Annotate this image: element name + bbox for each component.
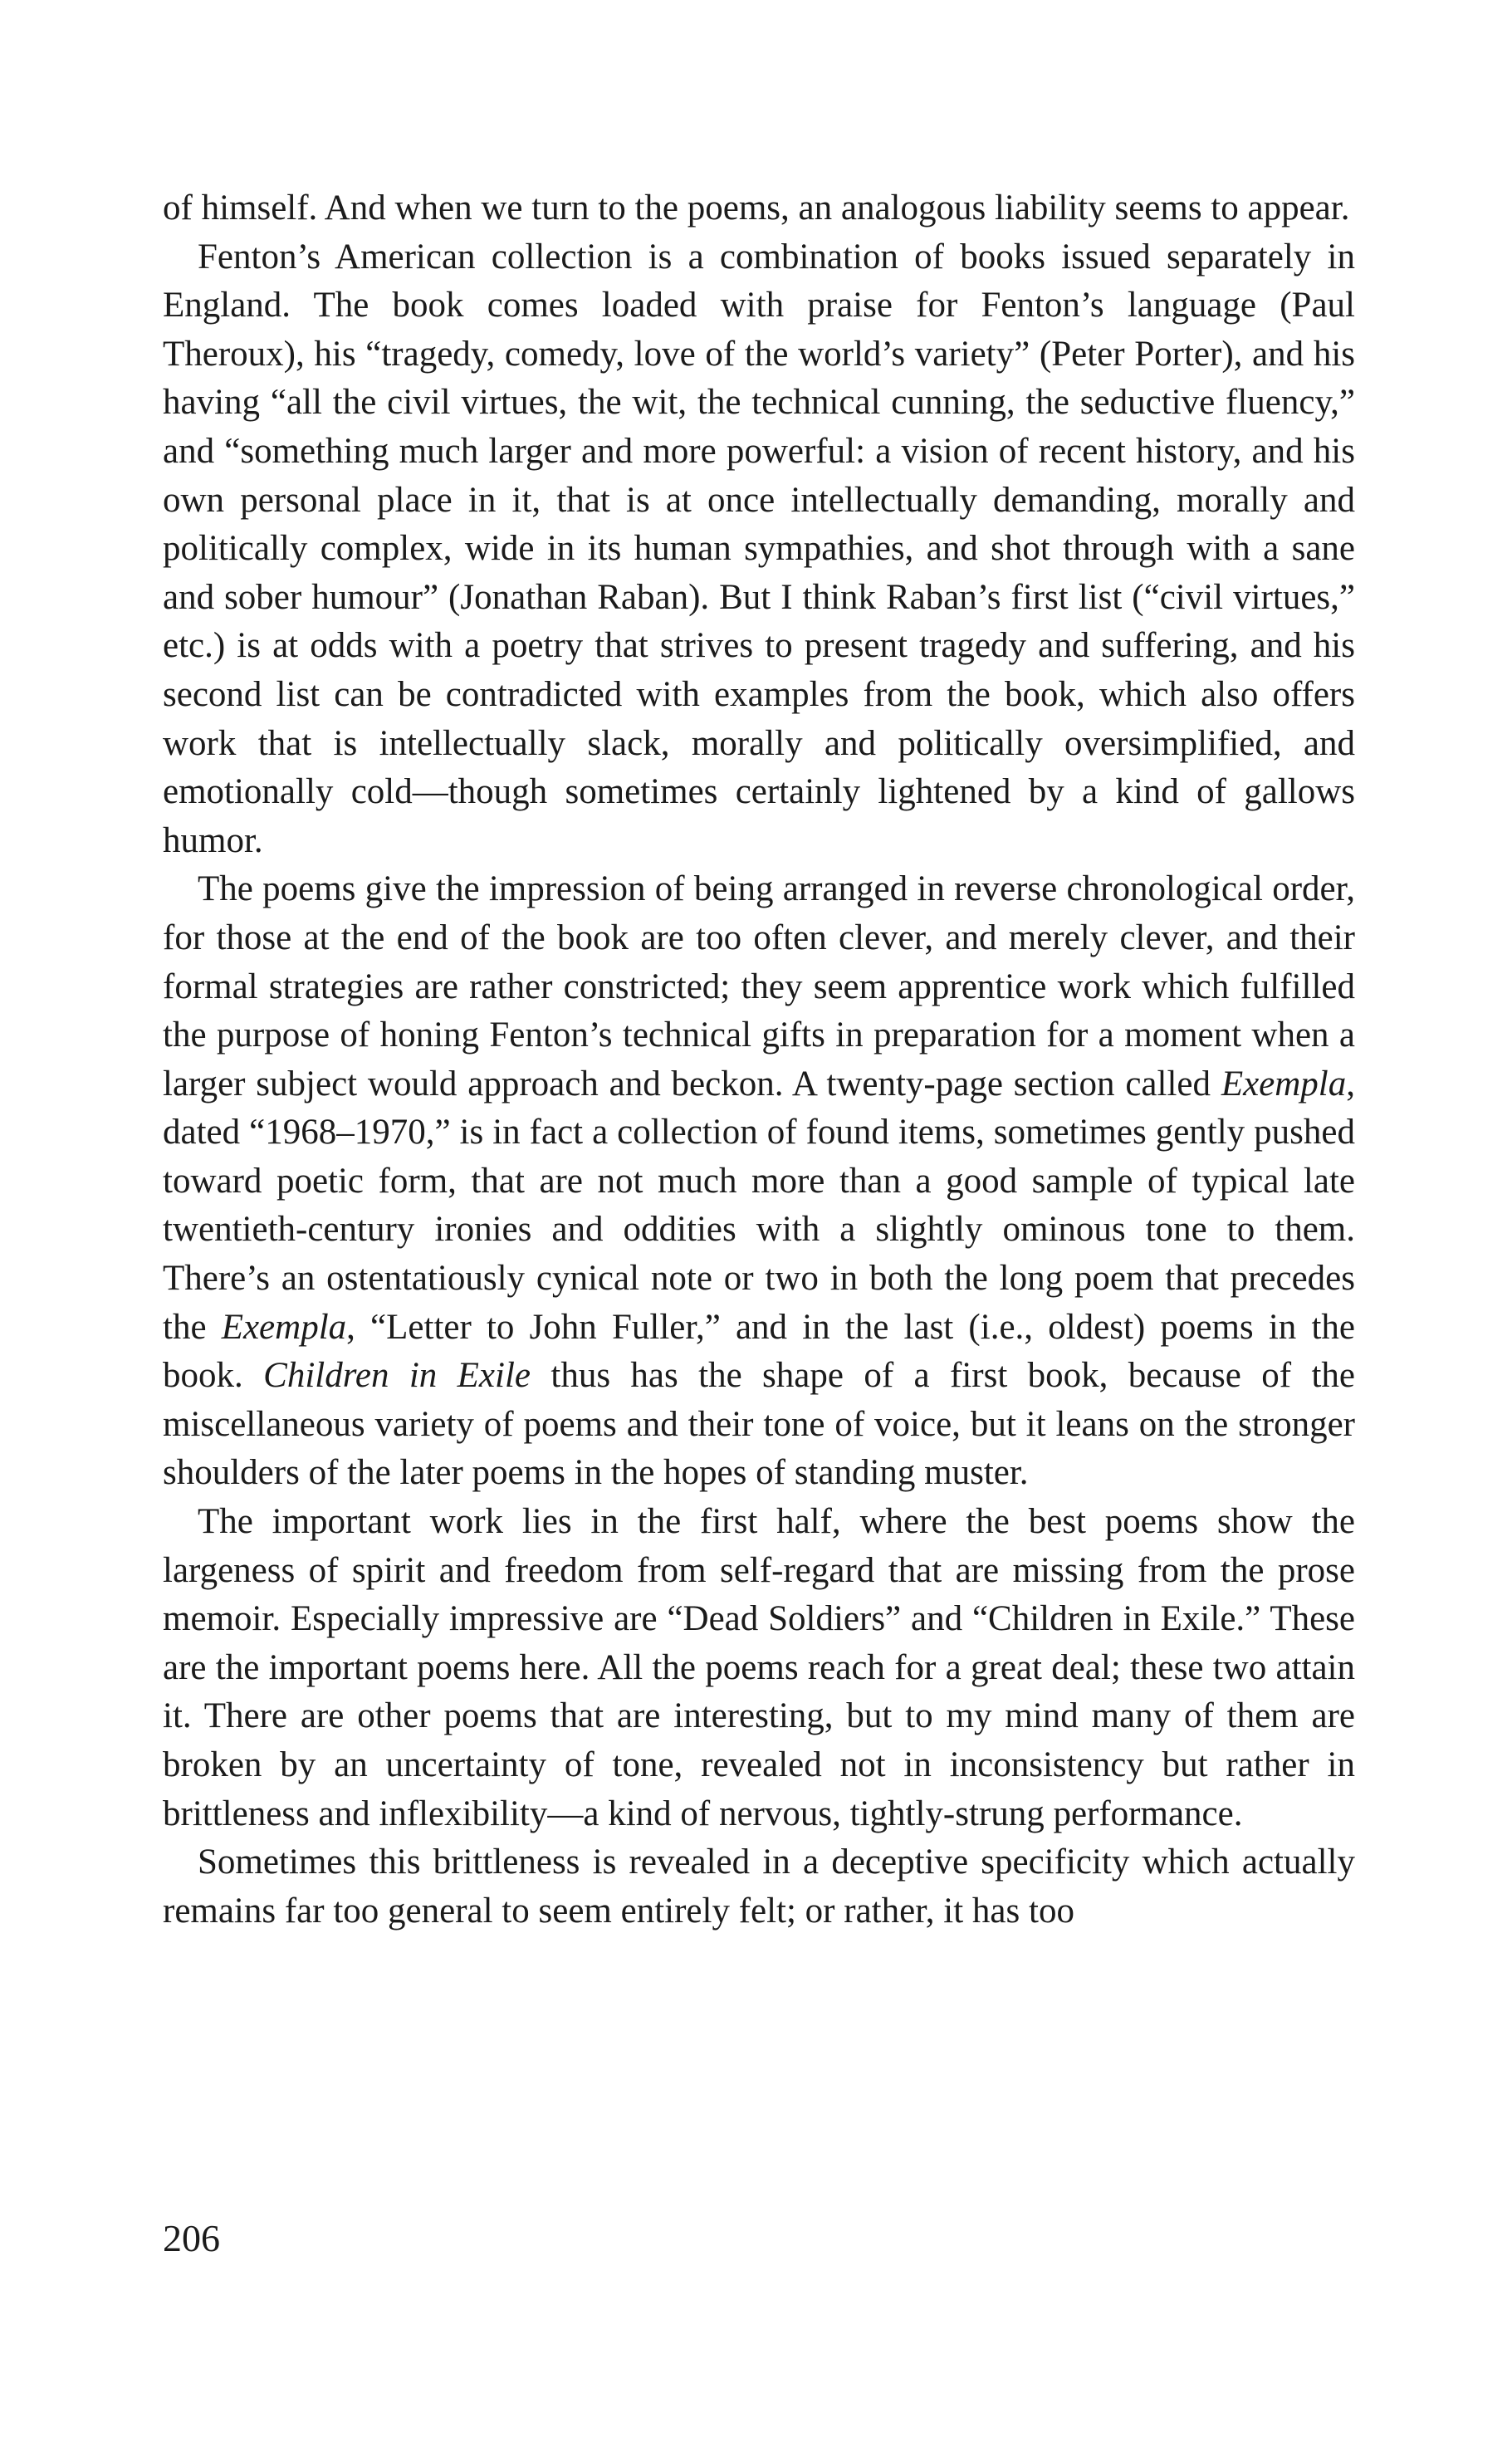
italic-title: Children in Exile: [263, 1356, 531, 1396]
text-segment: of himself. And when we turn to the poems, an analogous liability seems to appear.: [163, 188, 1350, 228]
paragraph-3: [163, 865, 1355, 1498]
text-segment: thus has the shape of a first book, because of the miscellaneous variety of poems and their tone of voice, but it leans on the stronger shoulders of the later poems in the hopes of standing muster.: [163, 1356, 1355, 1493]
paragraph-2: [163, 233, 1355, 866]
page-number: 206: [163, 2217, 220, 2259]
text-segment: Fenton’s American collection is a combination of books issued separately in England. The book comes loaded with praise for Fenton’s language (Paul Theroux), his “tragedy, comedy, love of the world’s variety” (Peter Porter), and his having “all the civil virtues, the wit, the technical cunning, the seductive fluency,” and “something much larger and more powerful: a vision of recent history, and his own personal place in it, that is at once intellectually demanding, morally and politically complex, wide in its human sympathies, and shot through with a sane and sober humour” (Jonathan Raban). But I think Raban’s first list (“civil virtues,” etc.) is at odds with a poetry that strives to present tragedy and suffering, and his second list can be contradicted with examples from the book, which also offers work that is intellectually slack, morally and politically oversimplified, and emotionally cold—though sometimes certainly lightened by a kind of gallows humor.: [163, 237, 1355, 860]
paragraph-1: [163, 184, 1355, 233]
text-segment: Sometimes this brittleness is revealed in a deceptive specificity which actually remains far too general to seem entirely felt; or rather, it has too: [163, 1843, 1355, 1931]
text-segment: The poems give the impression of being arranged in reverse chronological order, for those at the end of the book are too often clever, and merely clever, and their formal strategies are rather constricted; they seem apprentice work which fulfilled the purpose of honing Fenton’s technical gifts in preparation for a moment when a larger subject would approach and beckon. A twenty-page section called: [163, 869, 1355, 1104]
paragraph-5: [163, 1838, 1355, 1935]
italic-title: Exempla: [1221, 1064, 1347, 1104]
italic-title: Exempla: [221, 1307, 347, 1347]
paragraph-4: [163, 1498, 1355, 1838]
text-segment: The important work lies in the first half, where the best poems show the largeness of spirit and freedom from self-regard that are missing from the prose memoir. Especially impressive are “Dead Soldiers” and “Children in Exile.” These are the important poems here. All the poems reach for a great deal; these two attain it. There are other poems that are interesting, but to my mind many of them are broken by an uncertainty of tone, revealed not in inconsistency but rather in brittleness and inflexibility—a kind of nervous, tightly-strung performance.: [163, 1502, 1355, 1833]
text-segment: , dated “1968–1970,” is in fact a collection of found items, sometimes gently pushed toward poetic form, that are not much more than a good sample of typical late twentieth-century ironies and oddities with a slightly ominous tone to them. There’s an ostentatiously cynical note or two in both the long poem that precedes the: [163, 1064, 1355, 1347]
text-segment: , “Letter to John Fuller,” and in the last (i.e., oldest) poems in the book.: [163, 1307, 1355, 1396]
body-text: [163, 184, 1355, 1935]
